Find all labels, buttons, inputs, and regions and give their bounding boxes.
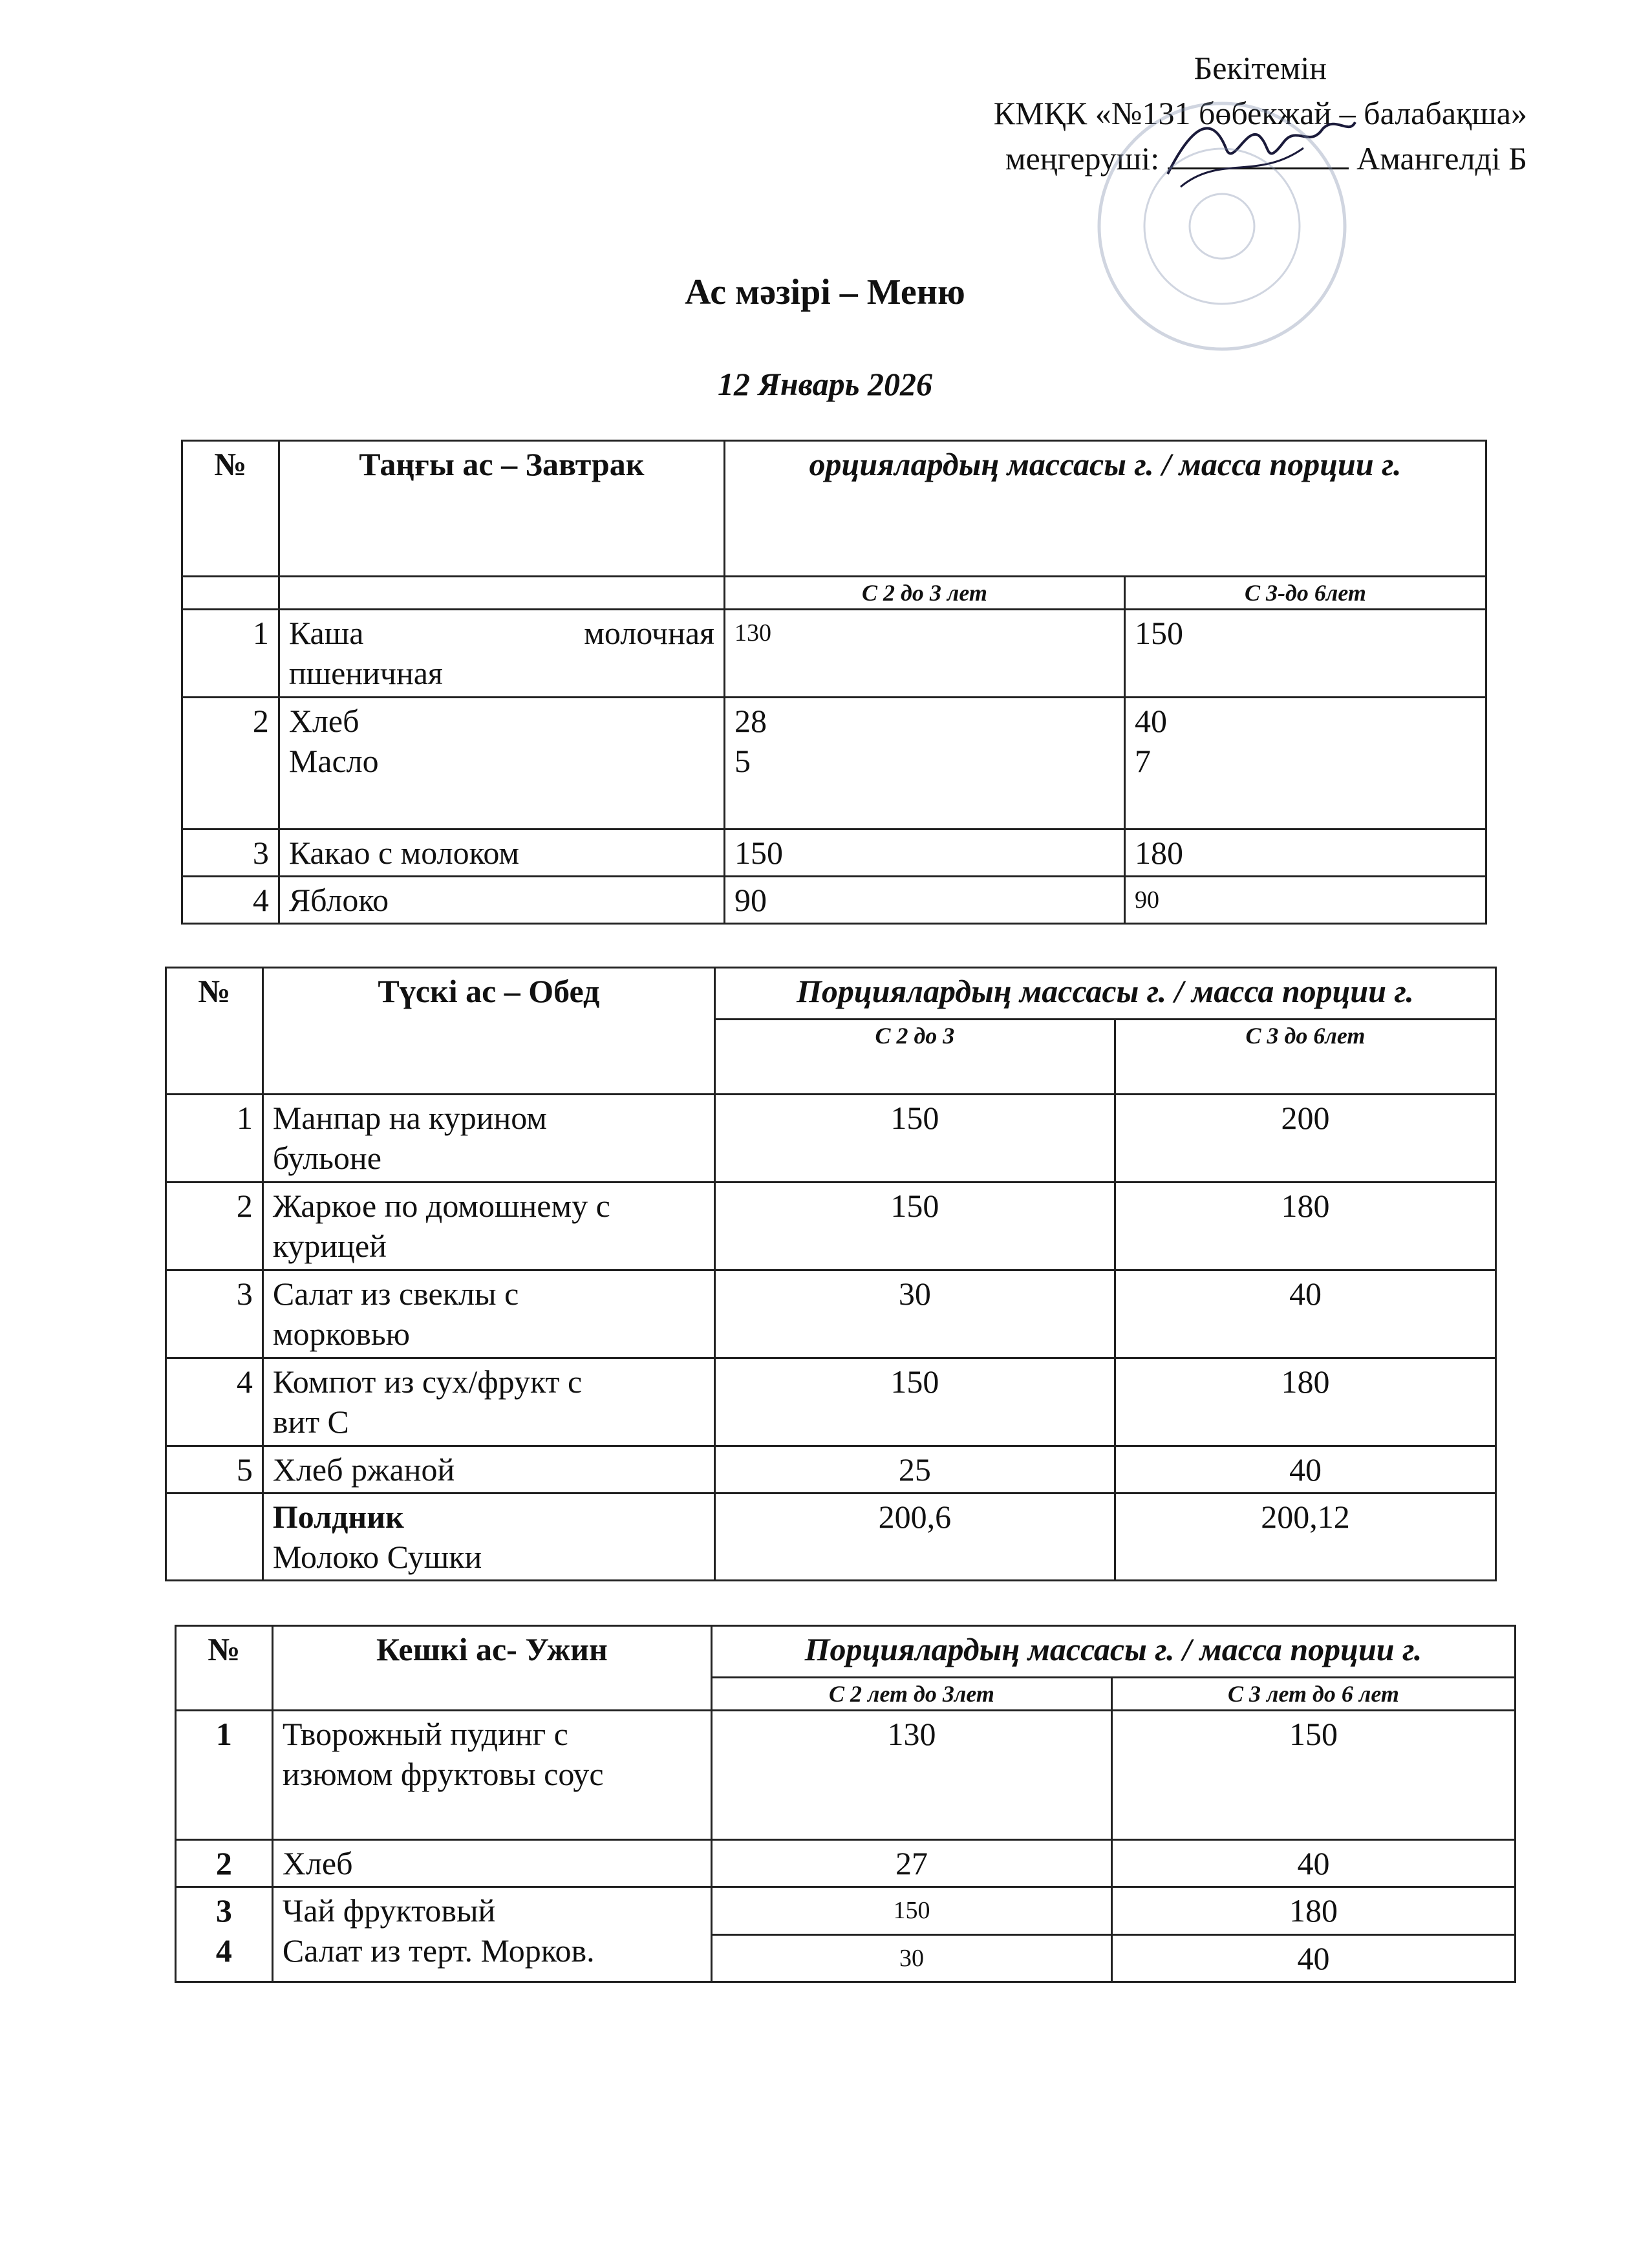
col-number: № (166, 968, 263, 1095)
col-meal: Түскі ас – Обед (262, 968, 714, 1095)
age-group-1: С 2 до 3 (714, 1020, 1115, 1095)
col-number: № (182, 441, 279, 577)
table-row: 4 Яблоко 90 90 (182, 877, 1486, 924)
dinner-table (175, 1625, 1516, 1983)
table-header-row (166, 968, 1496, 1020)
table-row: 1 Творожный пудинг с изюмом фруктовы соус 130 150 (176, 1711, 1516, 1840)
organization-name: КМҚК «№131 бөбекжай – балабақша» (993, 95, 1527, 131)
snack-row: Полдник Молоко Сушки 200,6 200,12 (166, 1493, 1496, 1581)
breakfast-table (181, 440, 1487, 925)
dish-name: Чай фруктовый Салат из терт. Морков. (272, 1887, 711, 1982)
head-label: меңгеруші: (1005, 140, 1160, 177)
table-row: 3 Салат из свеклы с морковью 30 40 (166, 1270, 1496, 1358)
table-header-row (182, 441, 1486, 577)
page-title: Ас мәзірі – Меню (685, 272, 965, 312)
dish-name: Творожный пудинг с изюмом фруктовы соус (272, 1711, 711, 1840)
menu-date: 12 Январь 2026 (717, 366, 933, 402)
table-row: 1 Манпар на курином бульоне 150 200 (166, 1095, 1496, 1182)
snack-name: Полдник Молоко Сушки (262, 1493, 714, 1581)
table-row: 1 Каша молочная пшеничная 130 150 (182, 610, 1486, 698)
dish-name: Каша молочная пшеничная (279, 610, 724, 698)
col-meal: Таңғы ас – Завтрак (279, 441, 724, 577)
table-row: 5 Хлеб ржаной 25 40 (166, 1446, 1496, 1493)
col-meal: Кешкі ас- Ужин (272, 1626, 711, 1711)
age-group-2: С 3 до 6лет (1115, 1020, 1495, 1095)
dish-name: Какао с молоком (279, 829, 724, 877)
table-row: 2 Жаркое по домошнему с курицей 150 180 (166, 1182, 1496, 1270)
col-number: № (176, 1626, 273, 1711)
table-header-row (176, 1626, 1516, 1678)
lunch-table (165, 967, 1497, 1581)
age-group-2: С 3 лет до 6 лет (1111, 1678, 1515, 1711)
dish-name: Хлеб ржаной (262, 1446, 714, 1493)
col-mass: Порциялардың массасы г. / масса порции г. (711, 1626, 1515, 1678)
head-name: Амангелді Б (1356, 140, 1527, 177)
table-row: 2 Хлеб 27 40 (176, 1840, 1516, 1887)
age-group-1: С 2 до 3 лет (725, 577, 1125, 610)
approval-label: Бекітемін (1194, 50, 1327, 86)
table-row: 3 Какао с молоком 150 180 (182, 829, 1486, 877)
dish-name: Хлеб Масло (279, 698, 724, 829)
dish-name: Яблоко (279, 877, 724, 924)
table-row: 30 40 (176, 1935, 1516, 1982)
age-group-2: С 3-до 6лет (1124, 577, 1486, 610)
table-row: 2 Хлеб Масло 28 5 40 7 (182, 698, 1486, 829)
table-row: 4 Компот из сух/фрукт с вит С 150 180 (166, 1358, 1496, 1446)
dish-name: Хлеб (272, 1840, 711, 1887)
dish-name: Манпар на курином бульоне (262, 1095, 714, 1182)
age-group-1: С 2 лет до 3лет (711, 1678, 1111, 1711)
age-row (182, 577, 1486, 610)
table-row: 3 4 Чай фруктовый Салат из терт. Морков. 150 180 (176, 1887, 1516, 1935)
dish-name: Компот из сух/фрукт с вит С (262, 1358, 714, 1446)
col-mass: Порциялардың массасы г. / масса порции г. (714, 968, 1495, 1020)
col-mass: орциялардың массасы г. / масса порции г. (725, 441, 1486, 577)
dish-name: Жаркое по домошнему с курицей (262, 1182, 714, 1270)
stamp-icon (1086, 91, 1358, 362)
dish-name: Салат из свеклы с морковью (262, 1270, 714, 1358)
